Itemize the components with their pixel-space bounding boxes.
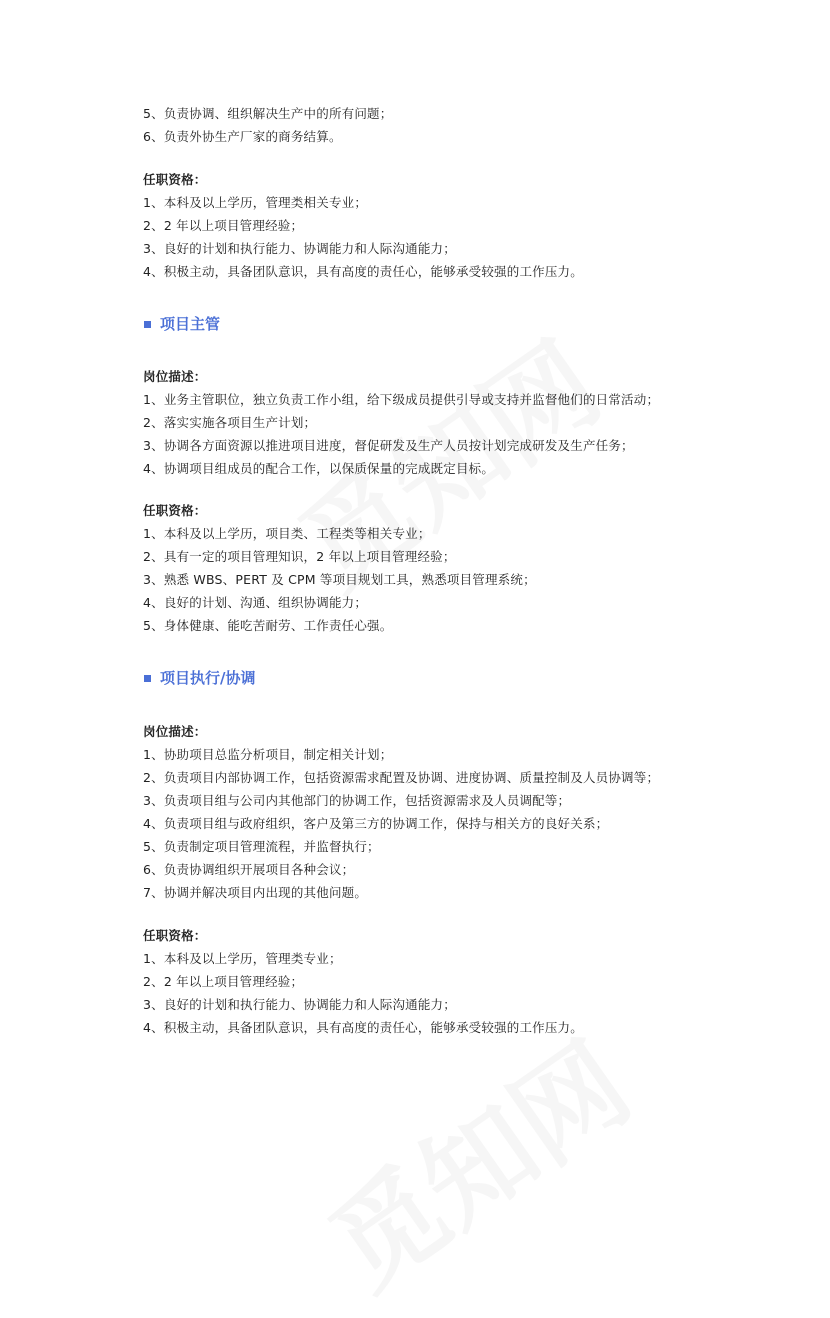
- qualifications-label: 任职资格：: [143, 172, 207, 187]
- watermark: [265, 300, 626, 619]
- list-item: 4、积极主动，具备团队意识，具有高度的责任心，能够承受较强的工作压力。: [143, 1020, 583, 1035]
- list-item: 1、本科及以上学历，项目类、工程类等相关专业；: [143, 526, 431, 541]
- list-item: 1、本科及以上学历，管理类相关专业；: [143, 195, 368, 210]
- list-item: 2、负责项目内部协调工作，包括资源需求配置及协调、进度协调、质量控制及人员协调等；: [143, 770, 660, 785]
- list-item: 5、负责协调、组织解决生产中的所有问题；: [143, 106, 393, 121]
- list-item: 3、良好的计划和执行能力、协调能力和人际沟通能力；: [143, 997, 456, 1012]
- list-item: 1、本科及以上学历，管理类专业；: [143, 951, 342, 966]
- description-label: 岗位描述：: [143, 369, 207, 384]
- list-item: 3、协调各方面资源以推进项目进度，督促研发及生产人员按计划完成研发及生产任务；: [143, 438, 634, 453]
- list-item: 4、负责项目组与政府组织，客户及第三方的协调工作，保持与相关方的良好关系；: [143, 816, 609, 831]
- section-title-text: 项目主管: [160, 315, 221, 333]
- list-item: 4、良好的计划、沟通、组织协调能力；: [143, 595, 368, 610]
- list-item: 4、积极主动，具备团队意识，具有高度的责任心，能够承受较强的工作压力。: [143, 264, 583, 279]
- list-item: 1、业务主管职位，独立负责工作小组，给下级成员提供引导或支持并监督他们的日常活动；: [143, 392, 660, 407]
- list-item: 3、良好的计划和执行能力、协调能力和人际沟通能力；: [143, 241, 456, 256]
- list-item: 5、身体健康、能吃苦耐劳、工作责任心强。: [143, 618, 393, 633]
- list-item: 6、负责协调组织开展项目各种会议；: [143, 862, 355, 877]
- list-item: 3、负责项目组与公司内其他部门的协调工作，包括资源需求及人员调配等；: [143, 793, 571, 808]
- list-item: 2、2 年以上项目管理经验；: [143, 974, 304, 989]
- section-title-executor: [143, 668, 255, 688]
- list-item: 1、协助项目总监分析项目，制定相关计划；: [143, 747, 393, 762]
- list-item: 4、协调项目组成员的配合工作，以保质保量的完成既定目标。: [143, 461, 495, 476]
- description-label: 岗位描述：: [143, 724, 207, 739]
- list-item: 3、熟悉 WBS、PERT 及 CPM 等项目规划工具，熟悉项目管理系统；: [143, 572, 536, 587]
- list-item: 6、负责外协生产厂家的商务结算。: [143, 129, 342, 144]
- square-bullet-icon: [144, 675, 151, 682]
- list-item: 2、具有一定的项目管理知识，2 年以上项目管理经验；: [143, 549, 456, 564]
- list-item: 2、落实实施各项目生产计划；: [143, 415, 317, 430]
- section-title-supervisor: [143, 314, 220, 334]
- list-item: 5、负责制定项目管理流程，并监督执行；: [143, 839, 380, 854]
- qualifications-label: 任职资格：: [143, 928, 207, 943]
- list-item: 2、2 年以上项目管理经验；: [143, 218, 304, 233]
- watermark: [295, 1000, 656, 1318]
- section-title-text: 项目执行/协调: [160, 669, 256, 687]
- square-bullet-icon: [144, 321, 151, 328]
- list-item: 7、协调并解决项目内出现的其他问题。: [143, 885, 368, 900]
- qualifications-label: 任职资格：: [143, 503, 207, 518]
